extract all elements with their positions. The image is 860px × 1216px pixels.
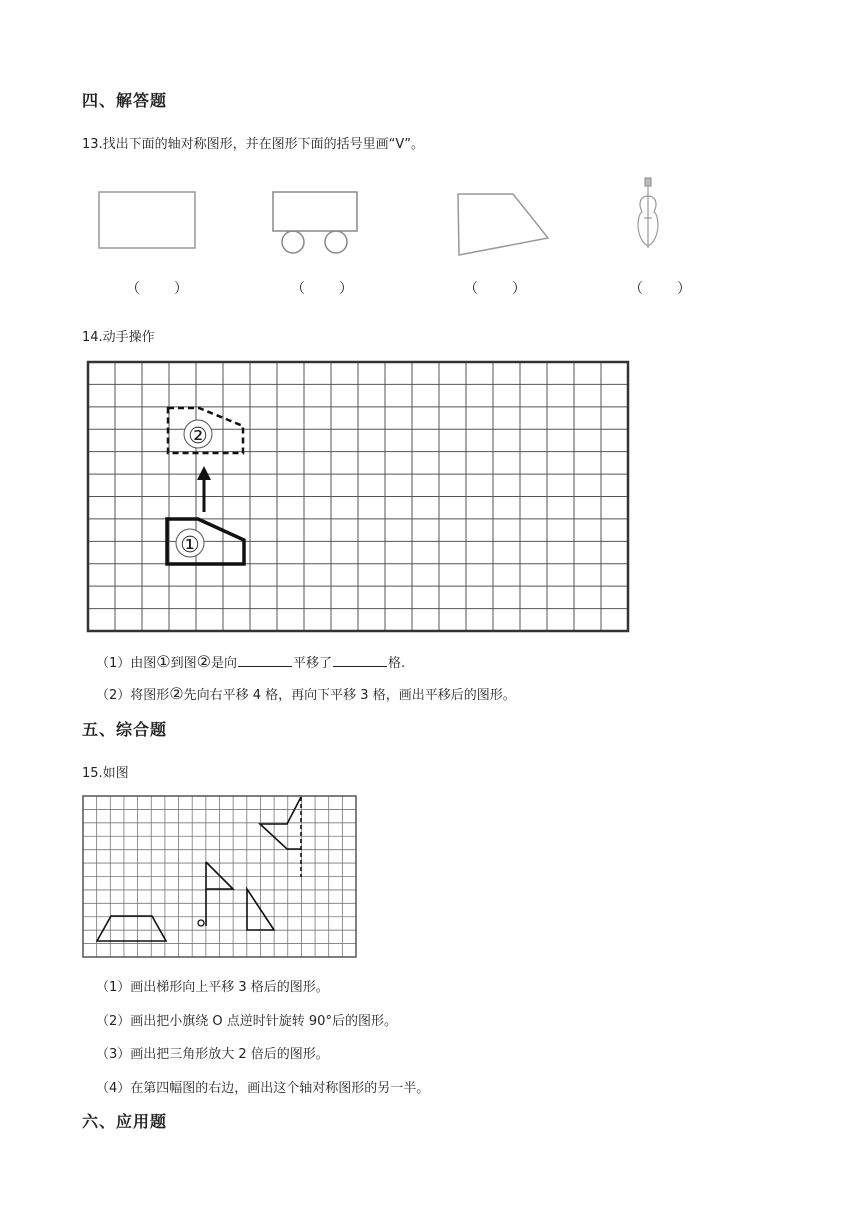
sub1-text-b: 到图 — [170, 656, 197, 671]
sub2-circled-2: ② — [169, 684, 184, 703]
sub1-text-a: （1）由图 — [96, 656, 157, 671]
bracket-3[interactable]: （ ） — [464, 281, 528, 297]
shape-2-label: ② — [188, 424, 208, 449]
question-15-title: 15.如图 — [82, 766, 129, 781]
question-15-item-2: （2）画出把小旗绕 O 点逆时针旋转 90°后的图形。 — [96, 1014, 397, 1029]
section-heading-5: 五、综合题 — [82, 720, 168, 739]
sub2-text-a: （2）将图形 — [96, 688, 170, 703]
question-13-text: 13.找出下面的轴对称图形，并在图形下面的括号里画“V”。 — [82, 137, 425, 152]
sub2-text-b: 先向右平移 4 格，再向下平移 3 格，画出平移后的图形。 — [183, 688, 516, 703]
bracket-1[interactable]: （ ） — [126, 281, 190, 297]
bracket-4[interactable]: （ ） — [629, 281, 693, 297]
question-15-item-1: （1）画出梯形向上平移 3 格后的图形。 — [96, 980, 329, 995]
sub1-circled-2: ② — [196, 652, 211, 671]
sub1-text-c: 是向 — [210, 656, 237, 671]
shape-1-label: ① — [180, 533, 200, 558]
question-15-item-4: （4）在第四幅图的右边，画出这个轴对称图形的另一半。 — [96, 1081, 430, 1096]
trapezoid-figure — [97, 916, 166, 941]
section-heading-6: 六、应用题 — [82, 1112, 168, 1131]
sub1-text-d: 平移了 — [293, 656, 333, 671]
point-o-marker — [198, 920, 204, 926]
question-15-item-3: （3）画出把三角形放大 2 倍后的图形。 — [96, 1047, 329, 1062]
question-14-title: 14.动手操作 — [82, 330, 155, 345]
section-heading-4: 四、解答题 — [82, 91, 168, 110]
sub1-text-e: 格. — [388, 656, 406, 671]
bracket-2[interactable]: （ ） — [291, 281, 355, 297]
sub1-circled-1: ① — [156, 652, 171, 671]
